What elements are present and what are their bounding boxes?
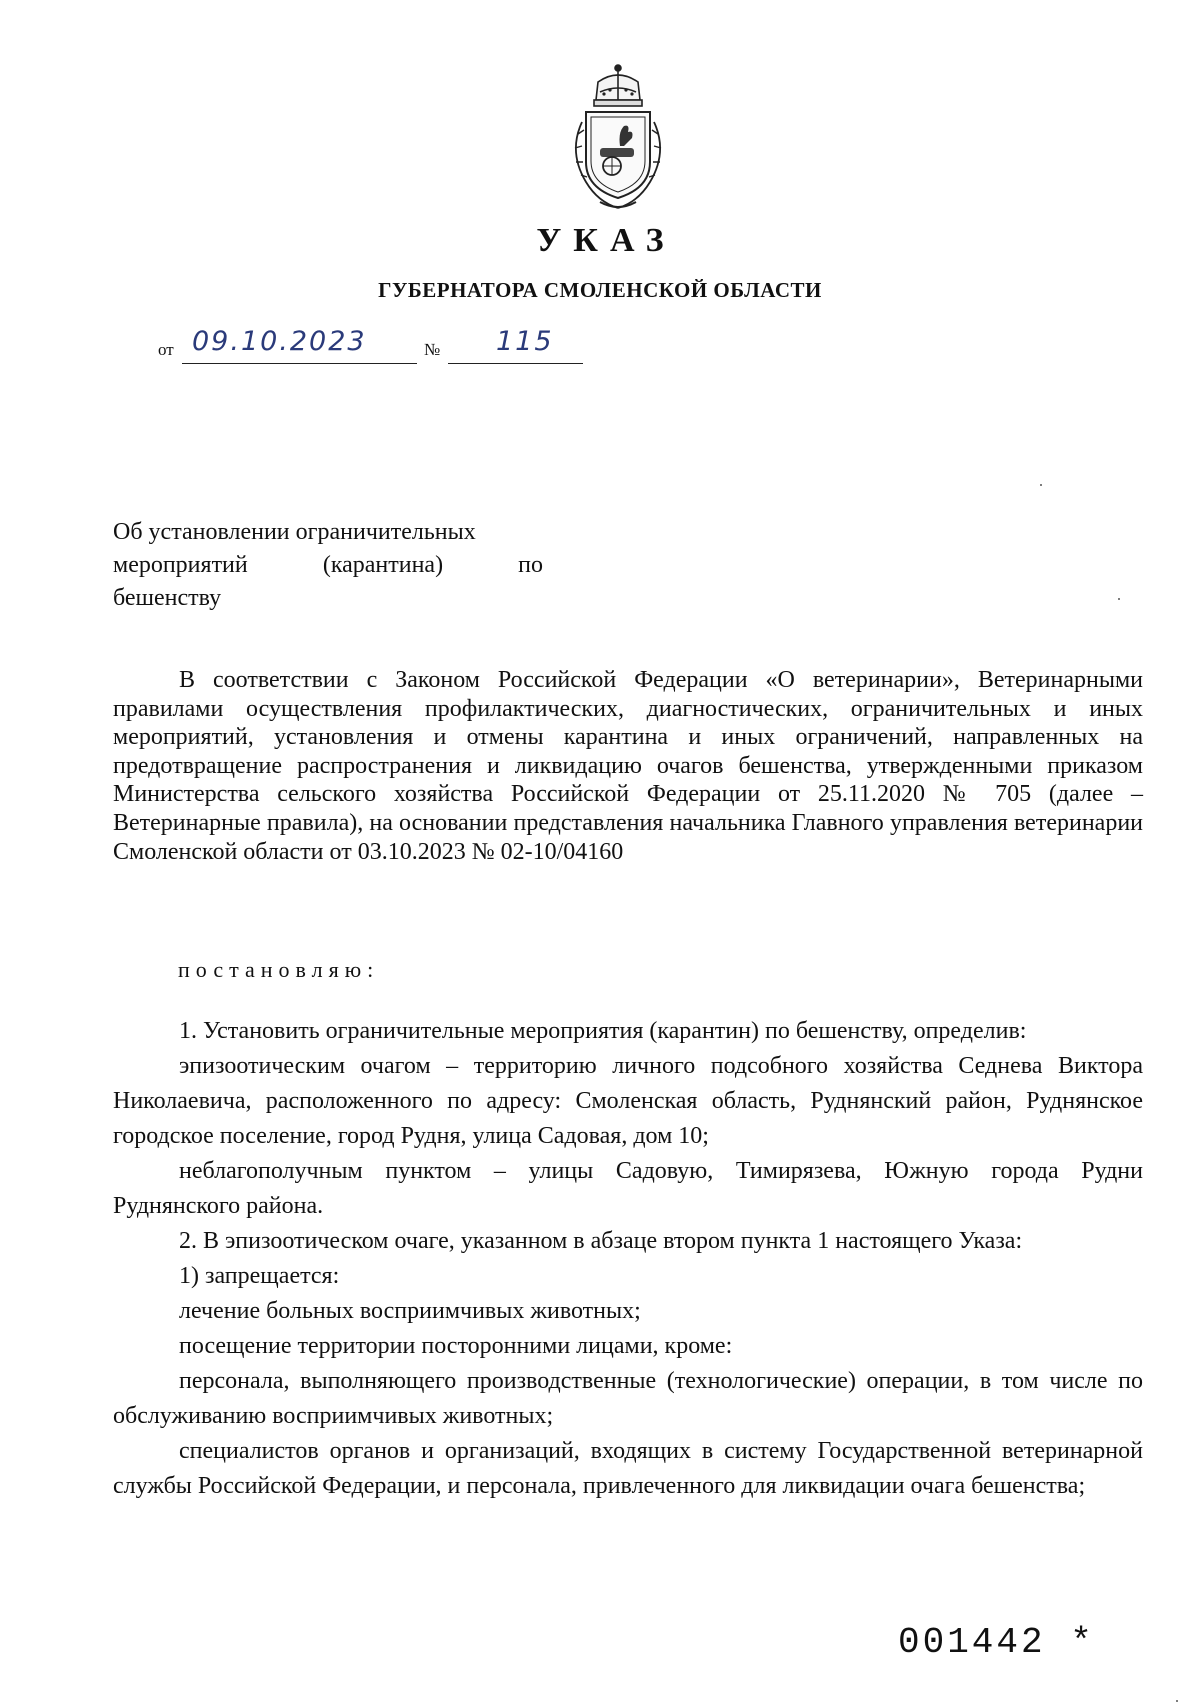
document-title: УКАЗ bbox=[536, 222, 676, 259]
document-subtitle: ГУБЕРНАТОРА СМОЛЕНСКОЙ ОБЛАСТИ bbox=[378, 278, 822, 302]
coat-of-arms-emblem bbox=[548, 62, 688, 212]
item-paragraph: посещение территории посторонними лицами, кроме: bbox=[179, 1333, 733, 1359]
decree-items bbox=[113, 1014, 1143, 1504]
item-paragraph: неблагополучным пунктом – улицы Садовую, Тимирязева, Южную города Рудни Руднянского района. bbox=[113, 1158, 1143, 1219]
item-paragraph: персонала, выполняющего производственные (технологические) операции, в том числе по обслуживанию восприимчивых животных; bbox=[113, 1368, 1143, 1429]
item-paragraph: 1. Установить ограничительные мероприятия (карантин) по бешенству, определив: bbox=[179, 1018, 1027, 1044]
subject-line: Об установлении ограничительных bbox=[113, 519, 476, 545]
scan-speck bbox=[1176, 1700, 1178, 1702]
subject-line: мероприятий (карантина) по bbox=[113, 552, 543, 578]
preamble-paragraph: В соответствии с Законом Российской Федерации «О ветеринарии», Ветеринарными правилами осуществления профилактических, диагностических, ограничительных и иных мероприятий, установления и отмены карантина и иных ограничений, направленных на предотвращение распространения и ликвидацию очагов бешенства, утвержденными приказом Министерства сельского хозяйства Российской Федерации от 25.11.2020 № 705 (далее – Ветеринарные правила), на основании представления начальника Главного управления ветеринарии Смоленской области от 03.10.2023 № 02-10/04160 bbox=[113, 667, 1143, 865]
date-handwritten: 09.10.2023 bbox=[192, 326, 367, 357]
number-prefix: № bbox=[424, 340, 441, 359]
item-paragraph: эпизоотическим очагом – территорию личного подсобного хозяйства Седнева Виктора Николаевича, расположенного по адресу: Смоленская область, Руднянский район, Руднянское городское поселение, город Рудня, улица Садовая, дом 10; bbox=[113, 1053, 1143, 1149]
subject-line: бешенству bbox=[113, 585, 222, 611]
number-underline bbox=[448, 363, 583, 364]
date-underline bbox=[182, 363, 417, 364]
preamble-block bbox=[113, 666, 1143, 866]
number-handwritten: 115 bbox=[496, 326, 554, 357]
scan-speck bbox=[1118, 598, 1120, 600]
document-serial-number: 001442 * bbox=[898, 1622, 1095, 1663]
date-prefix: от bbox=[158, 340, 174, 359]
item-paragraph: 2. В эпизоотическом очаге, указанном в абзаце втором пункта 1 настоящего Указа: bbox=[179, 1228, 1023, 1254]
decree-word: постановляю: bbox=[178, 957, 380, 982]
item-paragraph: 1) запрещается: bbox=[179, 1263, 340, 1289]
item-paragraph: специалистов органов и организаций, входящих в систему Государственной ветеринарной службы Российской Федерации, и персонала, привлеченного для ликвидации очага бешенства; bbox=[113, 1438, 1143, 1499]
scan-speck bbox=[1040, 484, 1042, 486]
date-number-line bbox=[158, 320, 618, 364]
subject-block bbox=[113, 516, 543, 615]
item-paragraph: лечение больных восприимчивых животных; bbox=[179, 1298, 641, 1324]
